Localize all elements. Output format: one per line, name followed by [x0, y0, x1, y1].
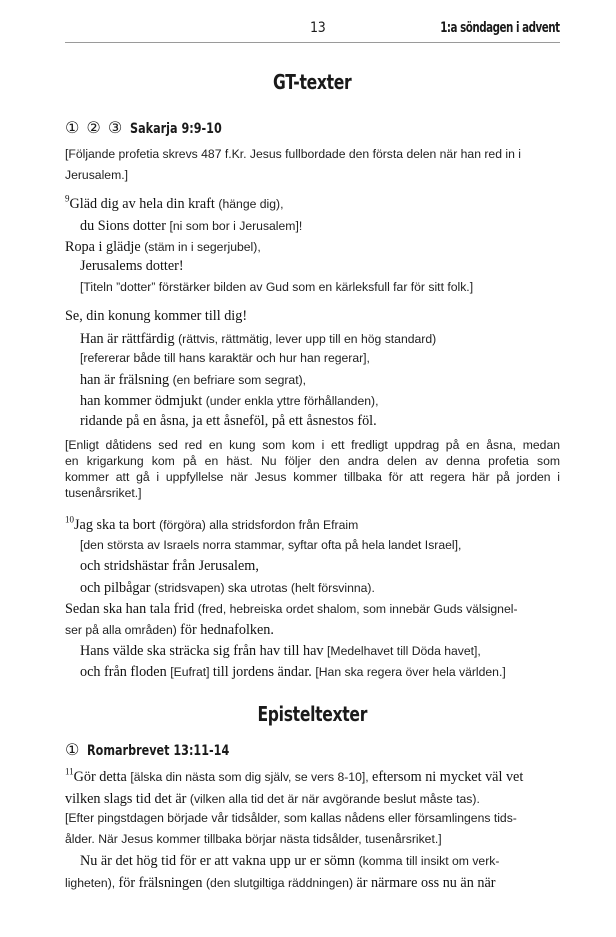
commentary-line: en krigarkung kom på en häst. Nu följer den andra delen av denna profetia som — [65, 454, 560, 468]
verse-line: han är frälsning (en befriare som segrat), — [80, 372, 307, 388]
section-title-epistel: Episteltexter — [257, 702, 368, 726]
commentary-line: [Titeln ”dotter” förstärker bilden av Gud som en kärleksfull far för sitt folk.] — [80, 280, 474, 294]
verse-line: $^{11}$Gör detta [älska din nästa som dig själv, se vers 8-10], eftersom ni mycket väl vet — [65, 766, 524, 785]
verse-line: Hans välde ska sträcka sig från hav till hav [Medelhavet till Döda havet], — [80, 643, 481, 659]
running-header — [65, 18, 560, 40]
commentary-line: Jerusalem.] — [65, 168, 128, 182]
verse-line: du Sions dotter [ni som bor i Jerusalem]! — [80, 218, 303, 234]
reading-markers: ① ② ③ — [65, 118, 124, 137]
running-title: 1:a söndagen i advent — [440, 20, 560, 36]
verse-line: och från floden [Eufrat] till jordens ändar. [Han ska regera över hela världen.] — [80, 664, 506, 680]
commentary-line: tusenårsriket.] — [65, 486, 142, 500]
commentary-line: [refererar både till hans karaktär och hur han regerar], — [80, 351, 370, 365]
verse-line: Ropa i glädje (stäm in i segerjubel), — [65, 239, 261, 255]
verse-number: 9 — [65, 193, 70, 204]
commentary-line: ålder. När Jesus kommer tillbaka börjar nästa tidsålder, tusenårsriket.] — [65, 832, 442, 846]
verse-line: han kommer ödmjukt (under enkla yttre förhållanden), — [80, 393, 379, 409]
verse-line: ser på alla områden) för hednafolken. — [65, 622, 274, 638]
commentary-line: [Efter pingstdagen började vår tidsålder, som kallas nådens eller församlingens tids- — [65, 811, 517, 825]
verse-line: Jerusalems dotter! — [80, 258, 184, 274]
verse-line: Sedan ska han tala frid (fred, hebreiska ordet shalom, som innebär Guds välsignel- — [65, 601, 518, 617]
verse-line: ligheten), för frälsningen (den slutgiltiga räddningen) är närmare oss nu än när — [65, 875, 496, 891]
verse-line: $^{10}$Jag ska ta bort (förgöra) alla stridsfordon från Efraim — [65, 514, 359, 533]
verse-line: och pilbågar (stridsvapen) ska utrotas (helt försvinna). — [80, 580, 375, 596]
verse-line: $^9$Gläd dig av hela din kraft (hänge dig), — [65, 193, 284, 212]
page-number: 13 — [310, 20, 326, 36]
verse-number: 10 — [65, 514, 74, 525]
verse-line: vilken slags tid det är (vilken alla tid det är när avgörande beslut måste tas). — [65, 791, 480, 807]
verse-line: Se, din konung kommer till dig! — [65, 308, 248, 324]
passage-reference: Romarbrevet 13:11-14 — [87, 743, 230, 759]
reading-markers: ① — [65, 740, 81, 759]
verse-number: 11 — [65, 766, 74, 777]
verse-line: och stridshästar från Jerusalem, — [80, 558, 259, 574]
verse-line: ridande på en åsna, ja ett åsneföl, på ett åsnestos föl. — [80, 413, 377, 429]
header-rule — [65, 42, 560, 43]
passage-reference: Sakarja 9:9-10 — [130, 121, 222, 137]
commentary-line: kommer att gå i uppfyllelse när Jesus kommer tillbaka för att regera här på jorden i — [65, 470, 560, 484]
passage-heading-sakarja — [65, 118, 245, 137]
verse-line: Nu är det hög tid för er att vakna upp ur er sömn (komma till insikt om verk- — [80, 853, 500, 869]
passage-heading-romarbrevet — [65, 740, 265, 759]
commentary-line: [Enligt dåtidens sed red en kung som kom i ett fredligt uppdrag på en åsna, medan — [65, 438, 560, 452]
verse-line: Han är rättfärdig (rättvis, rättmätig, lever upp till en hög standard) — [80, 331, 437, 347]
section-title-gt: GT-texter — [273, 70, 352, 94]
commentary-line: [Följande profetia skrevs 487 f.Kr. Jesus fullbordade den första delen när han red in i — [65, 147, 521, 161]
commentary-line: [den största av Israels norra stammar, syftar ofta på hela landet Israel], — [80, 538, 462, 552]
